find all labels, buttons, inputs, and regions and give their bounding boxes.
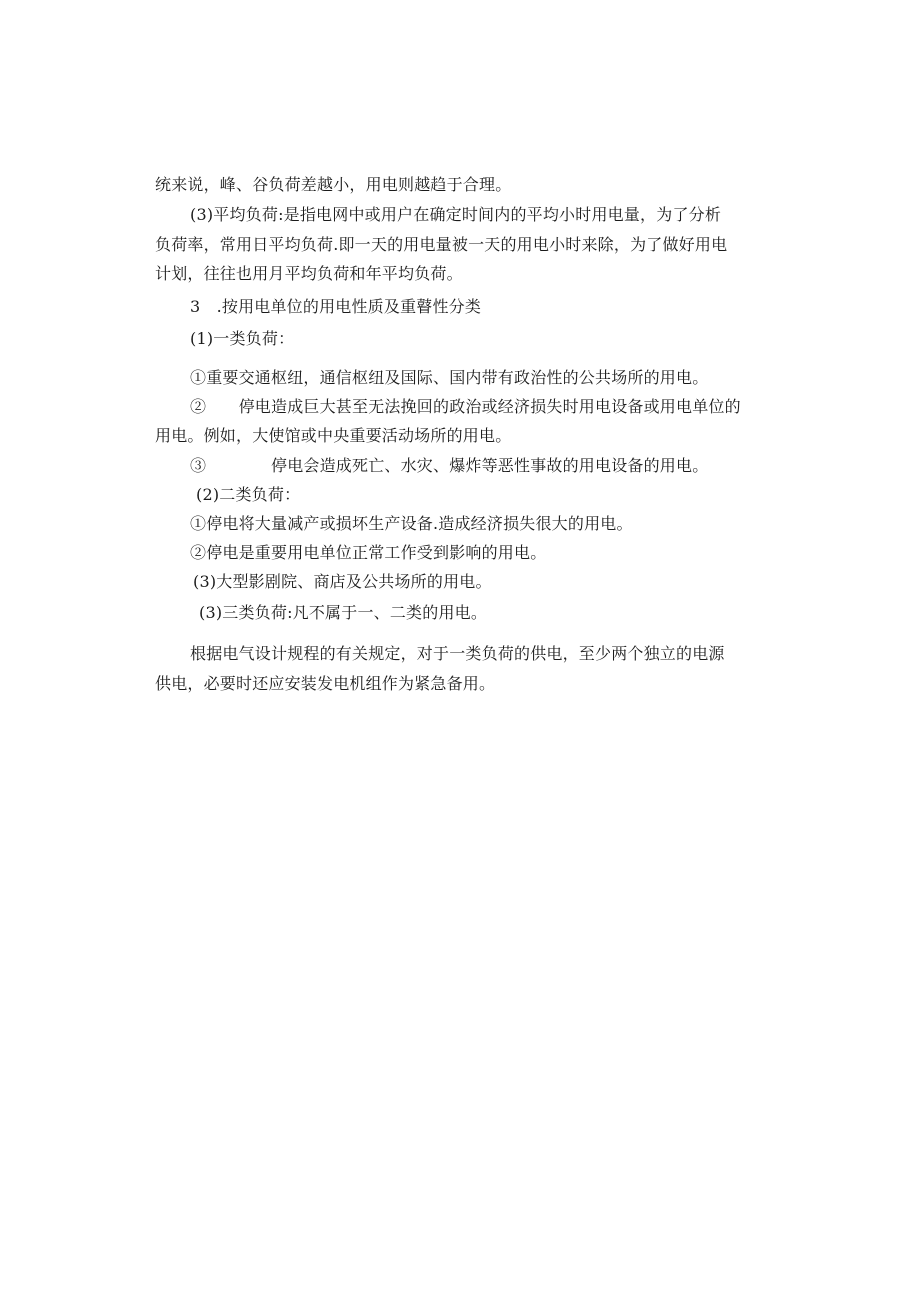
subsection-heading: (1)一类负荷：	[190, 329, 295, 348]
text-line: 根据电气设计规程的有关规定，对于一类负荷的供电，至少两个独立的电源	[190, 644, 725, 663]
text-line: 计划，往往也用月平均负荷和年平均负荷。	[155, 264, 463, 283]
subsection-heading: (3)三类负荷:凡不属于一、二类的用电。	[199, 603, 488, 622]
subsection-heading: (2)二类负荷：	[196, 485, 301, 504]
text-line: ③ 停电会造成死亡、水灾、爆炸等恶性事故的用电设备的用电。	[190, 456, 709, 475]
text-line: (3)平均负荷:是指电网中或用户在确定时间内的平均小时用电量，为了分析	[190, 205, 722, 224]
text-line: 负荷率，常用日平均负荷.即一天的用电量被一天的用电小时来除，为了做好用电	[155, 235, 728, 254]
text-line: ①停电将大量减产或损坏生产设备.造成经济损失很大的用电。	[190, 514, 633, 533]
text-line: ② 停电造成巨大甚至无法挽回的政治或经济损失时用电设备或用电单位的	[190, 397, 741, 416]
text-line: ①重要交通枢纽，通信枢纽及国际、国内带有政治性的公共场所的用电。	[190, 368, 709, 387]
text-line: 用电。例如，大使馆或中央重要活动场所的用电。	[155, 426, 512, 445]
text-line: ②停电是重要用电单位正常工作受到影响的用电。	[190, 543, 547, 562]
text-line: (3)大型影剧院、商店及公共场所的用电。	[193, 572, 492, 591]
section-heading: 3 .按用电单位的用电性质及重瞽性分类	[190, 297, 482, 316]
text-line: 供电，必要时还应安装发电机组作为紧急备用。	[155, 674, 496, 693]
text-line: 统来说，峰、谷负荷差越小，用电则越趋于合理。	[155, 175, 512, 194]
